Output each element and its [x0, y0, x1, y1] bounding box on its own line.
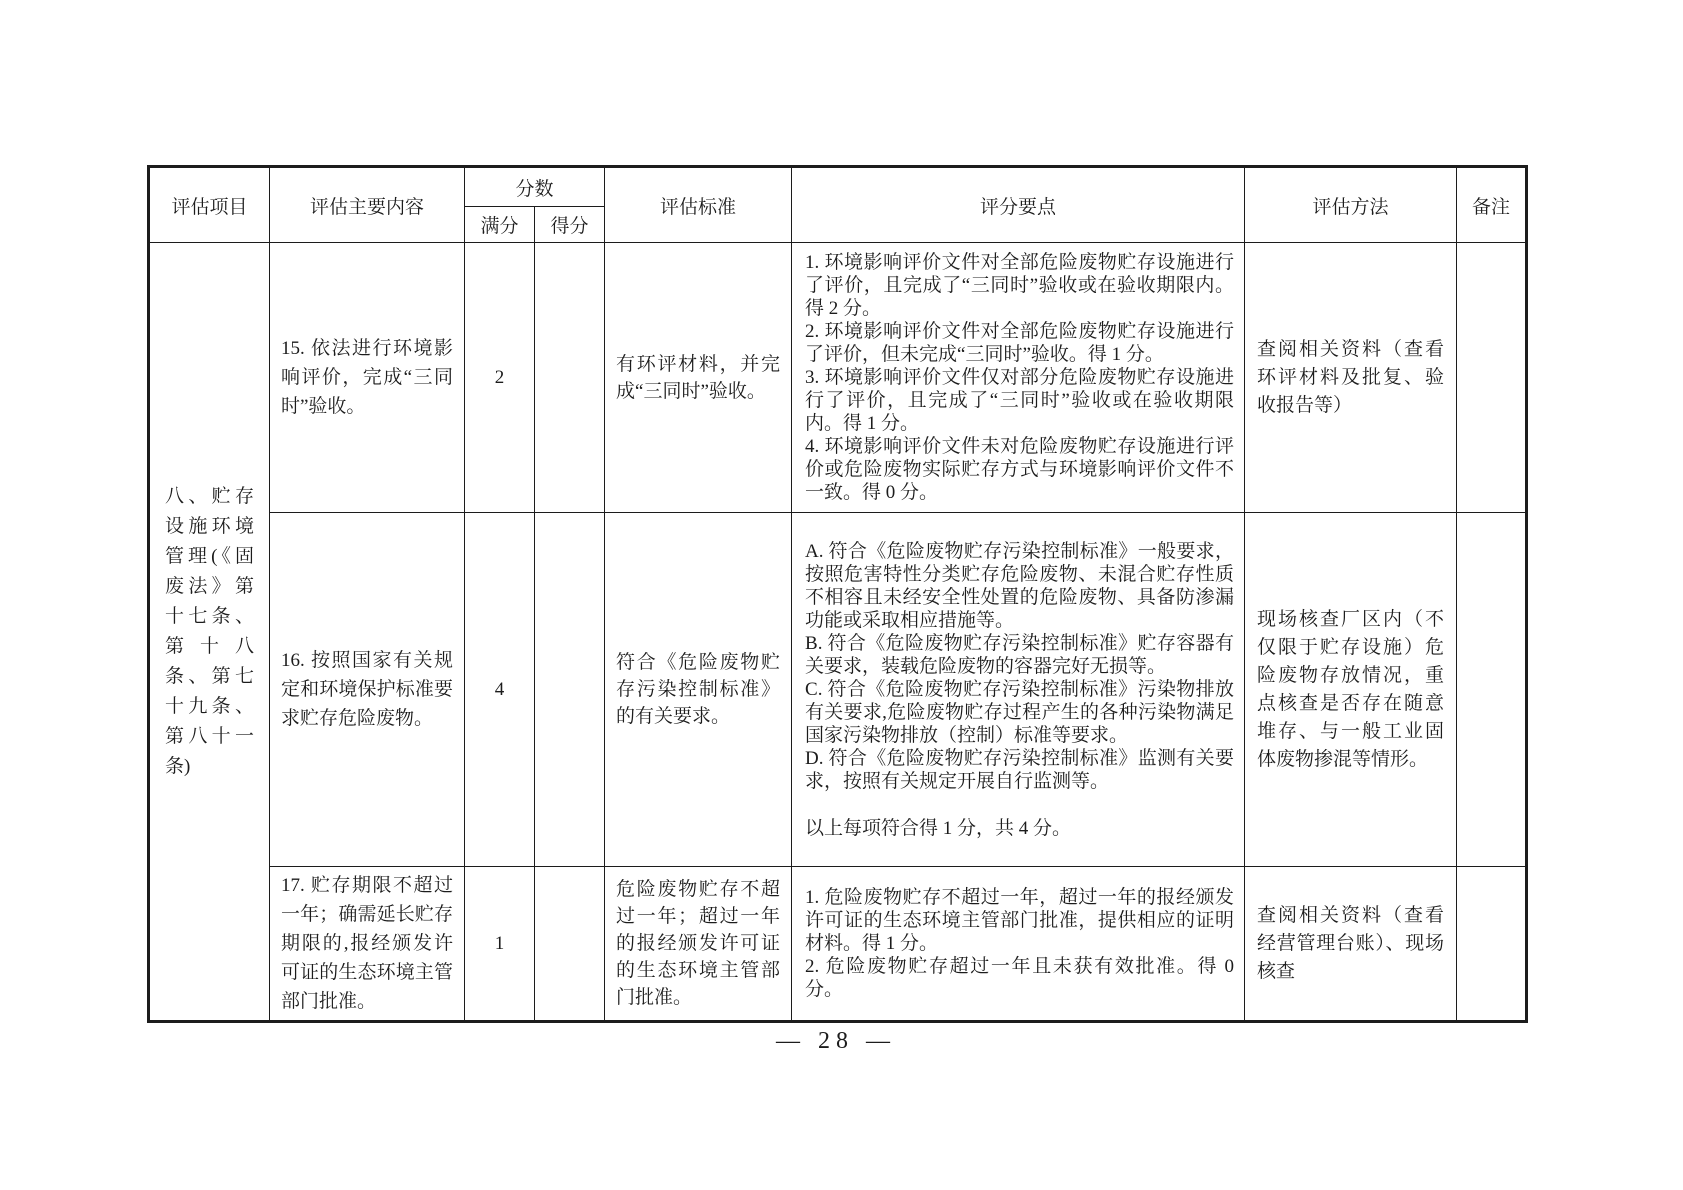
column-header-earned-score: 得分: [535, 207, 605, 243]
cell-remark-15: [1457, 243, 1527, 513]
column-header-remark: 备注: [1457, 167, 1527, 243]
cell-group-item: 八、贮存设施环境管理(《固废法》第十七条、第十八条、第七十九条、第八十一条): [149, 243, 270, 1022]
column-header-points: 评分要点: [792, 167, 1245, 243]
document-page: [147, 165, 1528, 1023]
cell-earned-score-15: [535, 243, 605, 513]
cell-full-score-17: 1: [465, 867, 535, 1022]
cell-method-17: 查阅相关资料（查看经营管理台账）、现场核查: [1245, 867, 1457, 1022]
cell-content-15: 15. 依法进行环境影响评价，完成“三同时”验收。: [270, 243, 465, 513]
cell-content-16: 16. 按照国家有关规定和环境保护标准要求贮存危险废物。: [270, 513, 465, 867]
cell-full-score-16: 4: [465, 513, 535, 867]
column-header-method: 评估方法: [1245, 167, 1457, 243]
column-header-content: 评估主要内容: [270, 167, 465, 243]
cell-method-15: 查阅相关资料（查看环评材料及批复、验收报告等）: [1245, 243, 1457, 513]
cell-points-17: [792, 867, 1245, 1022]
header-row-top: [149, 167, 1527, 207]
cell-earned-score-16: [535, 513, 605, 867]
points-paragraph: 1. 危险废物贮存不超过一年，超过一年的报经颁发许可证的生态环境主管部门批准，提供相应的证明材料。得 1 分。: [805, 887, 1235, 954]
points-paragraph: 4. 环境影响评价文件未对危险废物贮存设施进行评价或危险废物实际贮存方式与环境影响评价文件不一致。得 0 分。: [805, 436, 1235, 503]
table-row-17: [149, 867, 1527, 1022]
cell-full-score-15: 2: [465, 243, 535, 513]
column-header-standard: 评估标准: [605, 167, 792, 243]
table-row-16: [149, 513, 1527, 867]
cell-standard-16: 符合《危险废物贮存污染控制标准》的有关要求。: [605, 513, 792, 867]
cell-content-17: 17. 贮存期限不超过一年；确需延长贮存期限的,报经颁发许可证的生态环境主管部门批准。: [270, 867, 465, 1022]
column-header-full-score: 满分: [465, 207, 535, 243]
points-paragraph: 1. 环境影响评价文件对全部危险废物贮存设施进行了评价，且完成了“三同时”验收或在验收期限内。得 2 分。: [805, 252, 1235, 319]
column-header-score: 分数: [465, 167, 605, 207]
column-header-item: 评估项目: [149, 167, 270, 243]
cell-method-16: 现场核查厂区内（不仅限于贮存设施）危险废物存放情况，重点核查是否存在随意堆存、与一般工业固体废物掺混等情形。: [1245, 513, 1457, 867]
cell-points-16: [792, 513, 1245, 867]
cell-points-15: [792, 243, 1245, 513]
table-row-15: [149, 243, 1527, 513]
cell-remark-16: [1457, 513, 1527, 867]
cell-remark-17: [1457, 867, 1527, 1022]
points-paragraph: 2. 危险废物贮存超过一年且未获有效批准。得 0 分。: [805, 956, 1235, 1000]
points-paragraph: D. 符合《危险废物贮存污染控制标准》监测有关要求，按照有关规定开展自行监测等。: [805, 747, 1235, 792]
evaluation-table: [147, 165, 1528, 1023]
points-paragraph: 以上每项符合得 1 分，共 4 分。: [805, 817, 1072, 839]
points-paragraph: C. 符合《危险废物贮存污染控制标准》污染物排放有关要求,危险废物贮存过程产生的各种污染物满足国家污染物排放（控制）标准等要求。: [805, 678, 1235, 746]
cell-earned-score-17: [535, 867, 605, 1022]
points-paragraph: 2. 环境影响评价文件对全部危险废物贮存设施进行了评价，但未完成“三同时”验收。得 1 分。: [805, 321, 1235, 365]
points-paragraph: B. 符合《危险废物贮存污染控制标准》贮存容器有关要求，装载危险废物的容器完好无损等。: [805, 632, 1235, 677]
points-paragraph: A. 符合《危险废物贮存污染控制标准》一般要求，按照危害特性分类贮存危险废物、未混合贮存性质不相容且未经安全性处置的危险废物、具备防渗漏功能或采取相应措施等。: [805, 540, 1235, 631]
cell-standard-15: 有环评材料，并完成“三同时”验收。: [605, 243, 792, 513]
cell-standard-17: 危险废物贮存不超过一年；超过一年的报经颁发许可证的生态环境主管部门批准。: [605, 867, 792, 1022]
points-paragraph: 3. 环境影响评价文件仅对部分危险废物贮存设施进行了评价，且完成了“三同时”验收或在验收期限内。得 1 分。: [805, 367, 1235, 434]
page-number: — 28 —: [776, 1028, 896, 1054]
